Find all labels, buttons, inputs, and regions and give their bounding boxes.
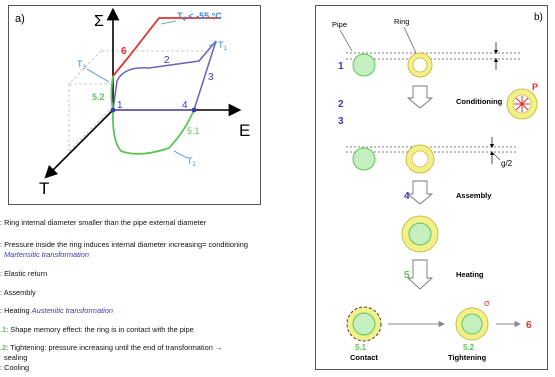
ring-label: Ring	[394, 17, 410, 26]
process-step-1: 1	[338, 61, 344, 72]
pipe-circle-1	[353, 54, 375, 76]
legend-row-5: : Heating Austenitic transformation	[0, 306, 113, 315]
heating-label: Heating	[456, 270, 484, 279]
ring-assembly-process-diagram	[315, 5, 548, 370]
panel-b-label: b)	[534, 12, 543, 23]
stress-strain-temperature-diagram	[8, 5, 261, 205]
process-step-2: 2	[338, 99, 344, 110]
step-4-label: 4	[182, 100, 188, 111]
diagram-b-svg	[316, 6, 549, 371]
t3-label: $T_3$	[77, 59, 86, 71]
legend-row-2-sub: Martensitic transformation	[4, 250, 90, 259]
step-5-1-label: 5.1	[187, 126, 200, 136]
assembled-pipe	[409, 223, 431, 245]
panel-a-label: a)	[15, 13, 25, 25]
step-5-2-caption: 5.2	[463, 343, 475, 352]
process-step-4: 4	[404, 191, 410, 202]
t4-label: $T_4 < -55$ °C	[177, 11, 222, 23]
point-1	[111, 108, 116, 113]
t1-label: $T_1$	[218, 40, 227, 52]
sigma-axis-label: Σ	[94, 13, 104, 30]
legend-row-1: : Ring internal diameter smaller than the pipe external diameter	[0, 218, 207, 227]
process-step-5: 5	[404, 270, 410, 281]
dashed-box	[69, 51, 209, 151]
process-step-3: 3	[338, 116, 344, 127]
legend-row-2: : Pressure inside the ring induces internal diameter increasing= conditioning	[0, 240, 248, 249]
conditioning-label: Conditioning	[456, 97, 503, 106]
legend-row-3: : Elastic return	[0, 269, 48, 278]
pressure-label: P	[532, 82, 539, 92]
t2-label: $T_2$	[187, 156, 196, 168]
heating-curve	[113, 110, 194, 154]
step-6-label: 6	[121, 46, 127, 57]
diagram-a-svg	[9, 6, 262, 206]
pipe-circle-3	[353, 148, 375, 170]
tightening-label: Tightening	[448, 353, 487, 362]
down-arrow-2	[408, 86, 432, 108]
legend-row-5-1: .1: Shape memory effect: the ring is in contact with the pipe	[0, 325, 194, 334]
process-step-6: 6	[526, 320, 532, 331]
gap-label: g/2	[501, 159, 513, 168]
step-5-2-label: 5.2	[92, 92, 105, 102]
step-3-label: 3	[208, 72, 214, 83]
legend-row-4: : Assembly	[0, 288, 36, 297]
step-5-1-caption: 5.1	[355, 343, 367, 352]
legend-row-5-2-sub: sealing	[4, 353, 28, 362]
contact-pipe	[353, 313, 375, 335]
contact-label: Contact	[350, 353, 378, 362]
down-arrow-5	[408, 260, 432, 289]
step-1-label: 1	[117, 100, 123, 111]
stress-label: σ	[484, 298, 490, 308]
legend-row-5-2: .2: Tightening: pressure increasing until the end of transformation →	[0, 343, 223, 352]
t-axis-label: T	[39, 179, 50, 198]
down-arrow-4	[408, 181, 432, 204]
legend-row-6: : Cooling	[0, 363, 30, 372]
pressure-arrows	[514, 96, 530, 112]
e-axis-label: E	[239, 121, 251, 140]
cooling-curve	[113, 18, 221, 76]
step-2-label: 2	[164, 55, 170, 66]
pipe-label: Pipe	[332, 20, 348, 29]
assembly-label: Assembly	[456, 191, 492, 200]
point-4	[192, 108, 197, 113]
tightening-pipe	[462, 314, 482, 334]
t-axis	[49, 110, 113, 174]
